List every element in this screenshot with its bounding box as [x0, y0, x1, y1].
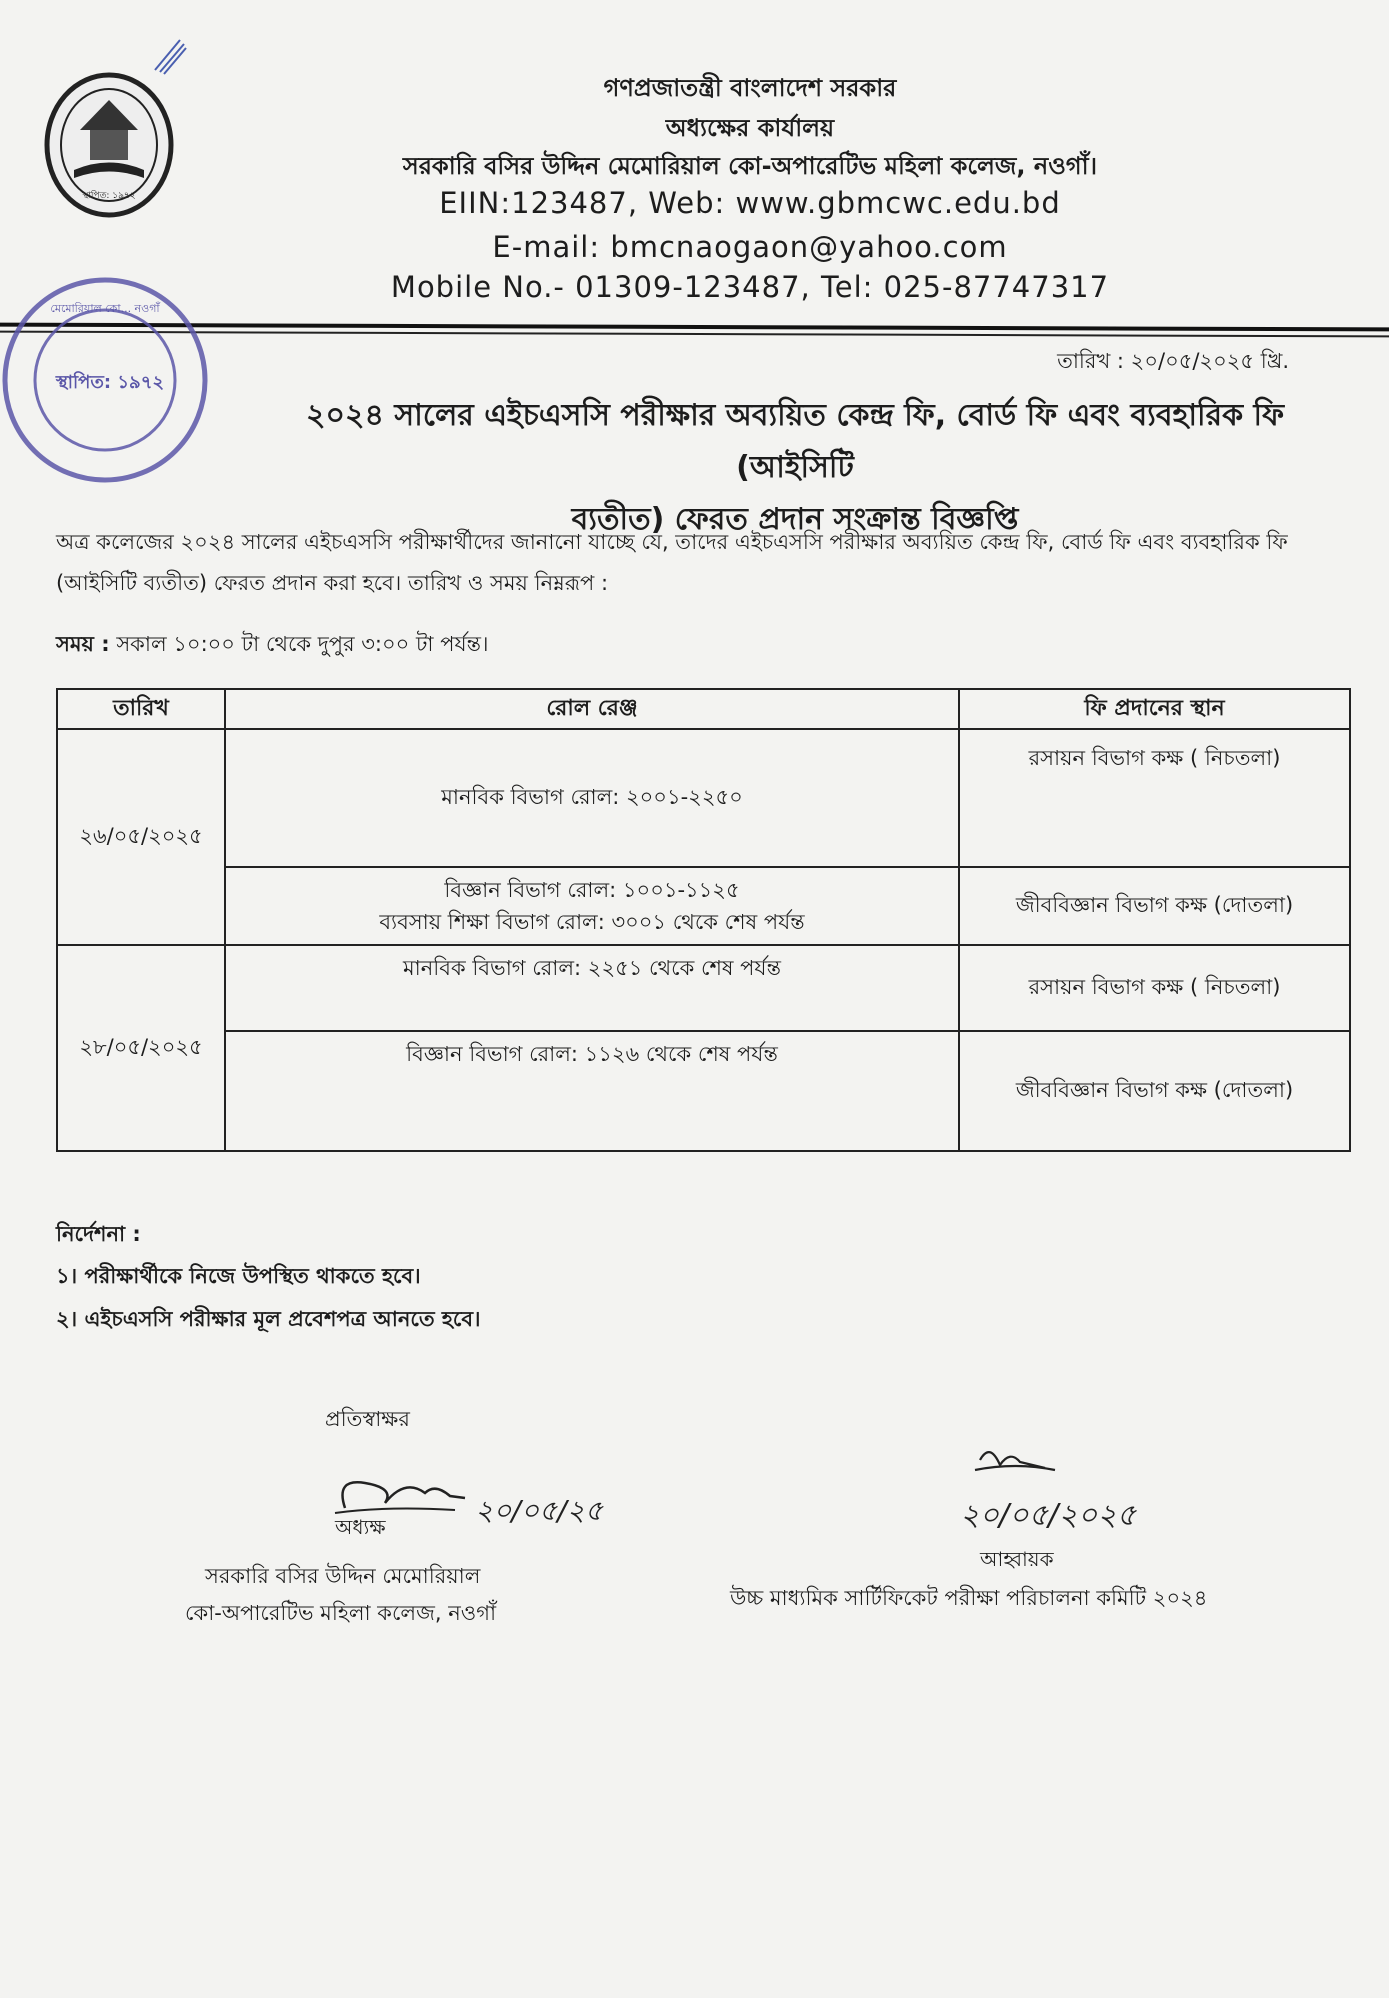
cell-date-1: ২৬/০৫/২০২৫ — [57, 729, 225, 945]
convener-role: আহ্বায়ক — [980, 1547, 1054, 1571]
convener-committee: উচ্চ মাধ্যমিক সার্টিফিকেট পরীক্ষা পরিচালনা কমিটি ২০২৪ — [730, 1586, 1208, 1610]
stamp-established: স্থাপিত: ১৯৭২ — [55, 372, 165, 393]
cell-roll: মানবিক বিভাগ রোল: ২২৫১ থেকে শেষ পর্যন্ত — [225, 945, 959, 1031]
table-row — [57, 867, 1350, 945]
cell-place: জীববিজ্ঞান বিভাগ কক্ষ (দোতলা) — [959, 1031, 1350, 1151]
header-date: তারিখ — [57, 689, 225, 729]
round-seal-stamp-icon — [0, 270, 215, 485]
principal-signature-date: ২০/০৫/২৫ — [475, 1494, 604, 1527]
left-institution-line-2: কো-অপারেটিভ মহিলা কলেজ, নওগাঁ — [185, 1601, 497, 1625]
email: E-mail: bmcnaogaon@yahoo.com — [492, 230, 1008, 264]
logo-text: স্থাপিত: ১৯৭২ — [82, 191, 136, 201]
office-name: অধ্যক্ষের কার্যালয় — [665, 114, 835, 142]
cell-place: জীববিজ্ঞান বিভাগ কক্ষ (দোতলা) — [959, 867, 1350, 945]
eiin-web: EIIN:123487, Web: www.gbmcwc.edu.bd — [439, 186, 1061, 220]
time-value: সকাল ১০:০০ টা থেকে দুপুর ৩:০০ টা পর্যন্ত। — [116, 632, 489, 656]
header-place: ফি প্রদানের স্থান — [959, 689, 1350, 729]
instruction-item: ২। এইচএসসি পরীক্ষার মূল প্রবেশপত্র আনতে হবে। — [56, 1307, 481, 1331]
notice-date: তারিখ : ২০/০৫/২০২৫ খ্রি. — [1057, 349, 1289, 373]
header-roll-range: রোল রেঞ্জ — [225, 689, 959, 729]
notice-body: অত্র কলেজের ২০২৪ সালের এইচএসসি পরীক্ষার্থীদের জানানো যাচ্ছে যে, তাদের এইচএসসি পরীক্ষার অব্যয়িত কেন্দ্র ফি, বোর্ড ফি এবং ব্যবহারিক ফি (আইসিটি ব্যতীত) ফেরত প্রদান করা হবে। তারিখ ও সময় নিম্নরূপ : — [56, 530, 1288, 595]
cell-date-2: ২৮/০৫/২০২৫ — [57, 945, 225, 1151]
college-crest-icon — [40, 70, 178, 220]
mobile: Mobile No.- 01309-123487, Tel: 025-87747317 — [390, 270, 1110, 304]
cell-roll-line-a: বিজ্ঞান বিভাগ রোল: ১০০১-১১২৫ — [444, 878, 740, 902]
govt-name: গণপ্রজাতন্ত্রী বাংলাদেশ সরকার — [603, 74, 897, 102]
cell-roll-line-b: ব্যবসায় শিক্ষা বিভাগ রোল: ৩০০১ থেকে শেষ পর্যন্ত — [379, 910, 805, 934]
instruction-item: ১। পরীক্ষার্থীকে নিজে উপস্থিত থাকতে হবে। — [56, 1264, 421, 1288]
time-line — [56, 628, 489, 663]
time-label: সময় : — [56, 632, 110, 656]
cell-place: রসায়ন বিভাগ কক্ষ ( নিচতলা) — [959, 945, 1350, 1031]
left-institution-line-1: সরকারি বসির উদ্দিন মেমোরিয়াল — [205, 1564, 481, 1588]
cell-roll: মানবিক বিভাগ রোল: ২০০১-২২৫০ — [225, 729, 959, 867]
convener-signature-date: ২০/০৫/২০২৫ — [960, 1498, 1137, 1533]
table-row — [57, 945, 1350, 1031]
counter-sign-label: প্রতিস্বাক্ষর — [325, 1407, 410, 1431]
table-row — [57, 729, 1350, 867]
principal-role: অধ্যক্ষ — [335, 1515, 386, 1539]
title-line-2: ব্যতীত) ফেরত প্রদান সংক্রান্ত বিজ্ঞপ্তি — [571, 502, 1019, 537]
cell-roll: বিজ্ঞান বিভাগ রোল: ১১২৬ থেকে শেষ পর্যন্ত — [225, 1031, 959, 1151]
table-row — [57, 1031, 1350, 1151]
college-name: সরকারি বসির উদ্দিন মেমোরিয়াল কো-অপারেটিভ মহিলা কলেজ, নওগাঁ। — [402, 152, 1098, 180]
cell-place: রসায়ন বিভাগ কক্ষ ( নিচতলা) — [959, 729, 1350, 867]
instructions-heading: নির্দেশনা : — [56, 1222, 141, 1246]
title-line-1: ২০২৪ সালের এইচএসসি পরীক্ষার অব্যয়িত কেন্দ্র ফি, বোর্ড ফি এবং ব্যবহারিক ফি (আইসিটি — [305, 398, 1285, 485]
stamp-ring-text: মেমোরিয়াল কো... নওগাঁ — [50, 302, 160, 315]
cell-roll — [225, 867, 959, 945]
convener-signature-icon — [955, 1440, 1215, 1550]
schedule-table — [56, 688, 1351, 1152]
table-header-row — [57, 689, 1350, 729]
